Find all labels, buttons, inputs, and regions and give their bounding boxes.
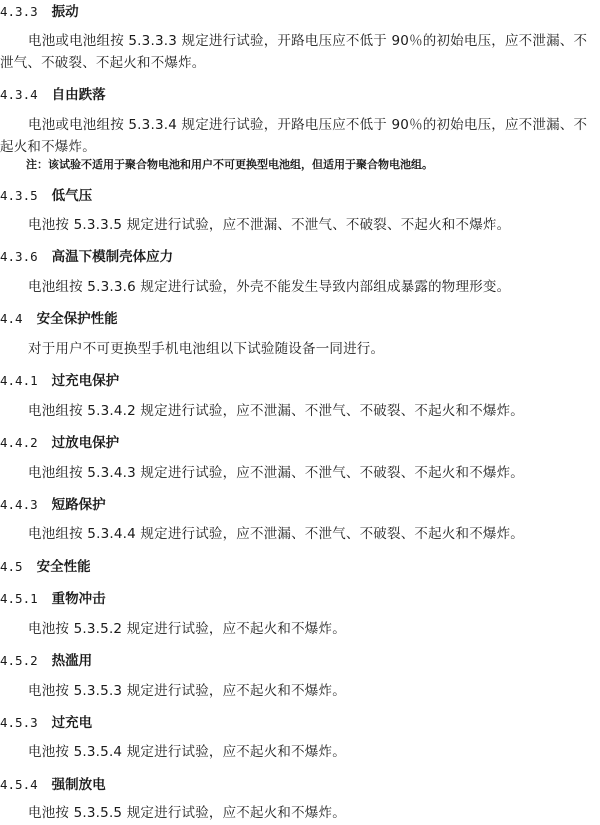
heading-4-5-1: 4.5.1 重物冲击 (0, 591, 106, 607)
paragraph-4-5-2: 电池按 5.3.5.3 规定进行试验，应不起火和不爆炸。 (28, 683, 346, 699)
heading-4-5-4: 4.5.4 强制放电 (0, 777, 106, 793)
heading-4-3-6: 4.3.6 高温下模制壳体应力 (0, 249, 174, 265)
heading-4-5-3: 4.5.3 过充电 (0, 715, 93, 731)
heading-4-4-2: 4.4.2 过放电保护 (0, 435, 120, 451)
heading-4-4-1: 4.4.1 过充电保护 (0, 373, 120, 389)
paragraph-4-4: 对于用户不可更换型手机电池组以下试验随设备一同进行。 (28, 341, 385, 357)
paragraph-4-5-1: 电池按 5.3.5.2 规定进行试验，应不起火和不爆炸。 (28, 621, 346, 637)
paragraph-4-3-4: 电池或电池组按 5.3.3.4 规定进行试验，开路电压应不低于 90％的初始电压，应不泄漏、不起火和不爆炸。 (0, 117, 588, 155)
paragraph-4-4-3: 电池组按 5.3.4.4 规定进行试验，应不泄漏、不泄气、不破裂、不起火和不爆炸。 (28, 526, 525, 542)
paragraph-4-3-5: 电池按 5.3.3.5 规定进行试验，应不泄漏、不泄气、不破裂、不起火和不爆炸。 (28, 217, 511, 233)
paragraph-4-3-3: 电池或电池组按 5.3.3.3 规定进行试验，开路电压应不低于 90％的初始电压，应不泄漏、不泄气、不破裂、不起火和不爆炸。 (0, 33, 588, 71)
paragraph-4-5-3: 电池按 5.3.5.4 规定进行试验，应不起火和不爆炸。 (28, 744, 346, 760)
heading-4-3-4: 4.3.4 自由跌落 (0, 87, 106, 103)
heading-4-4-3: 4.4.3 短路保护 (0, 497, 106, 513)
heading-4-4: 4.4 安全保护性能 (0, 311, 118, 327)
note-4-3-4: 注：该试验不适用于聚合物电池和用户不可更换型电池组，但适用于聚合物电池组。 (26, 158, 433, 171)
paragraph-4-4-1: 电池组按 5.3.4.2 规定进行试验，应不泄漏、不泄气、不破裂、不起火和不爆炸。 (28, 403, 525, 419)
heading-4-3-5: 4.3.5 低气压 (0, 188, 93, 204)
heading-4-5: 4.5 安全性能 (0, 559, 91, 575)
heading-4-3-3: 4.3.3 振动 (0, 4, 79, 20)
heading-4-5-2: 4.5.2 热滥用 (0, 653, 93, 669)
paragraph-4-5-4: 电池按 5.3.5.5 规定进行试验，应不起火和不爆炸。 (28, 805, 346, 821)
paragraph-4-4-2: 电池组按 5.3.4.3 规定进行试验，应不泄漏、不泄气、不破裂、不起火和不爆炸。 (28, 465, 525, 481)
paragraph-4-3-6: 电池组按 5.3.3.6 规定进行试验，外壳不能发生导致内部组成暴露的物理形变。 (28, 279, 511, 295)
